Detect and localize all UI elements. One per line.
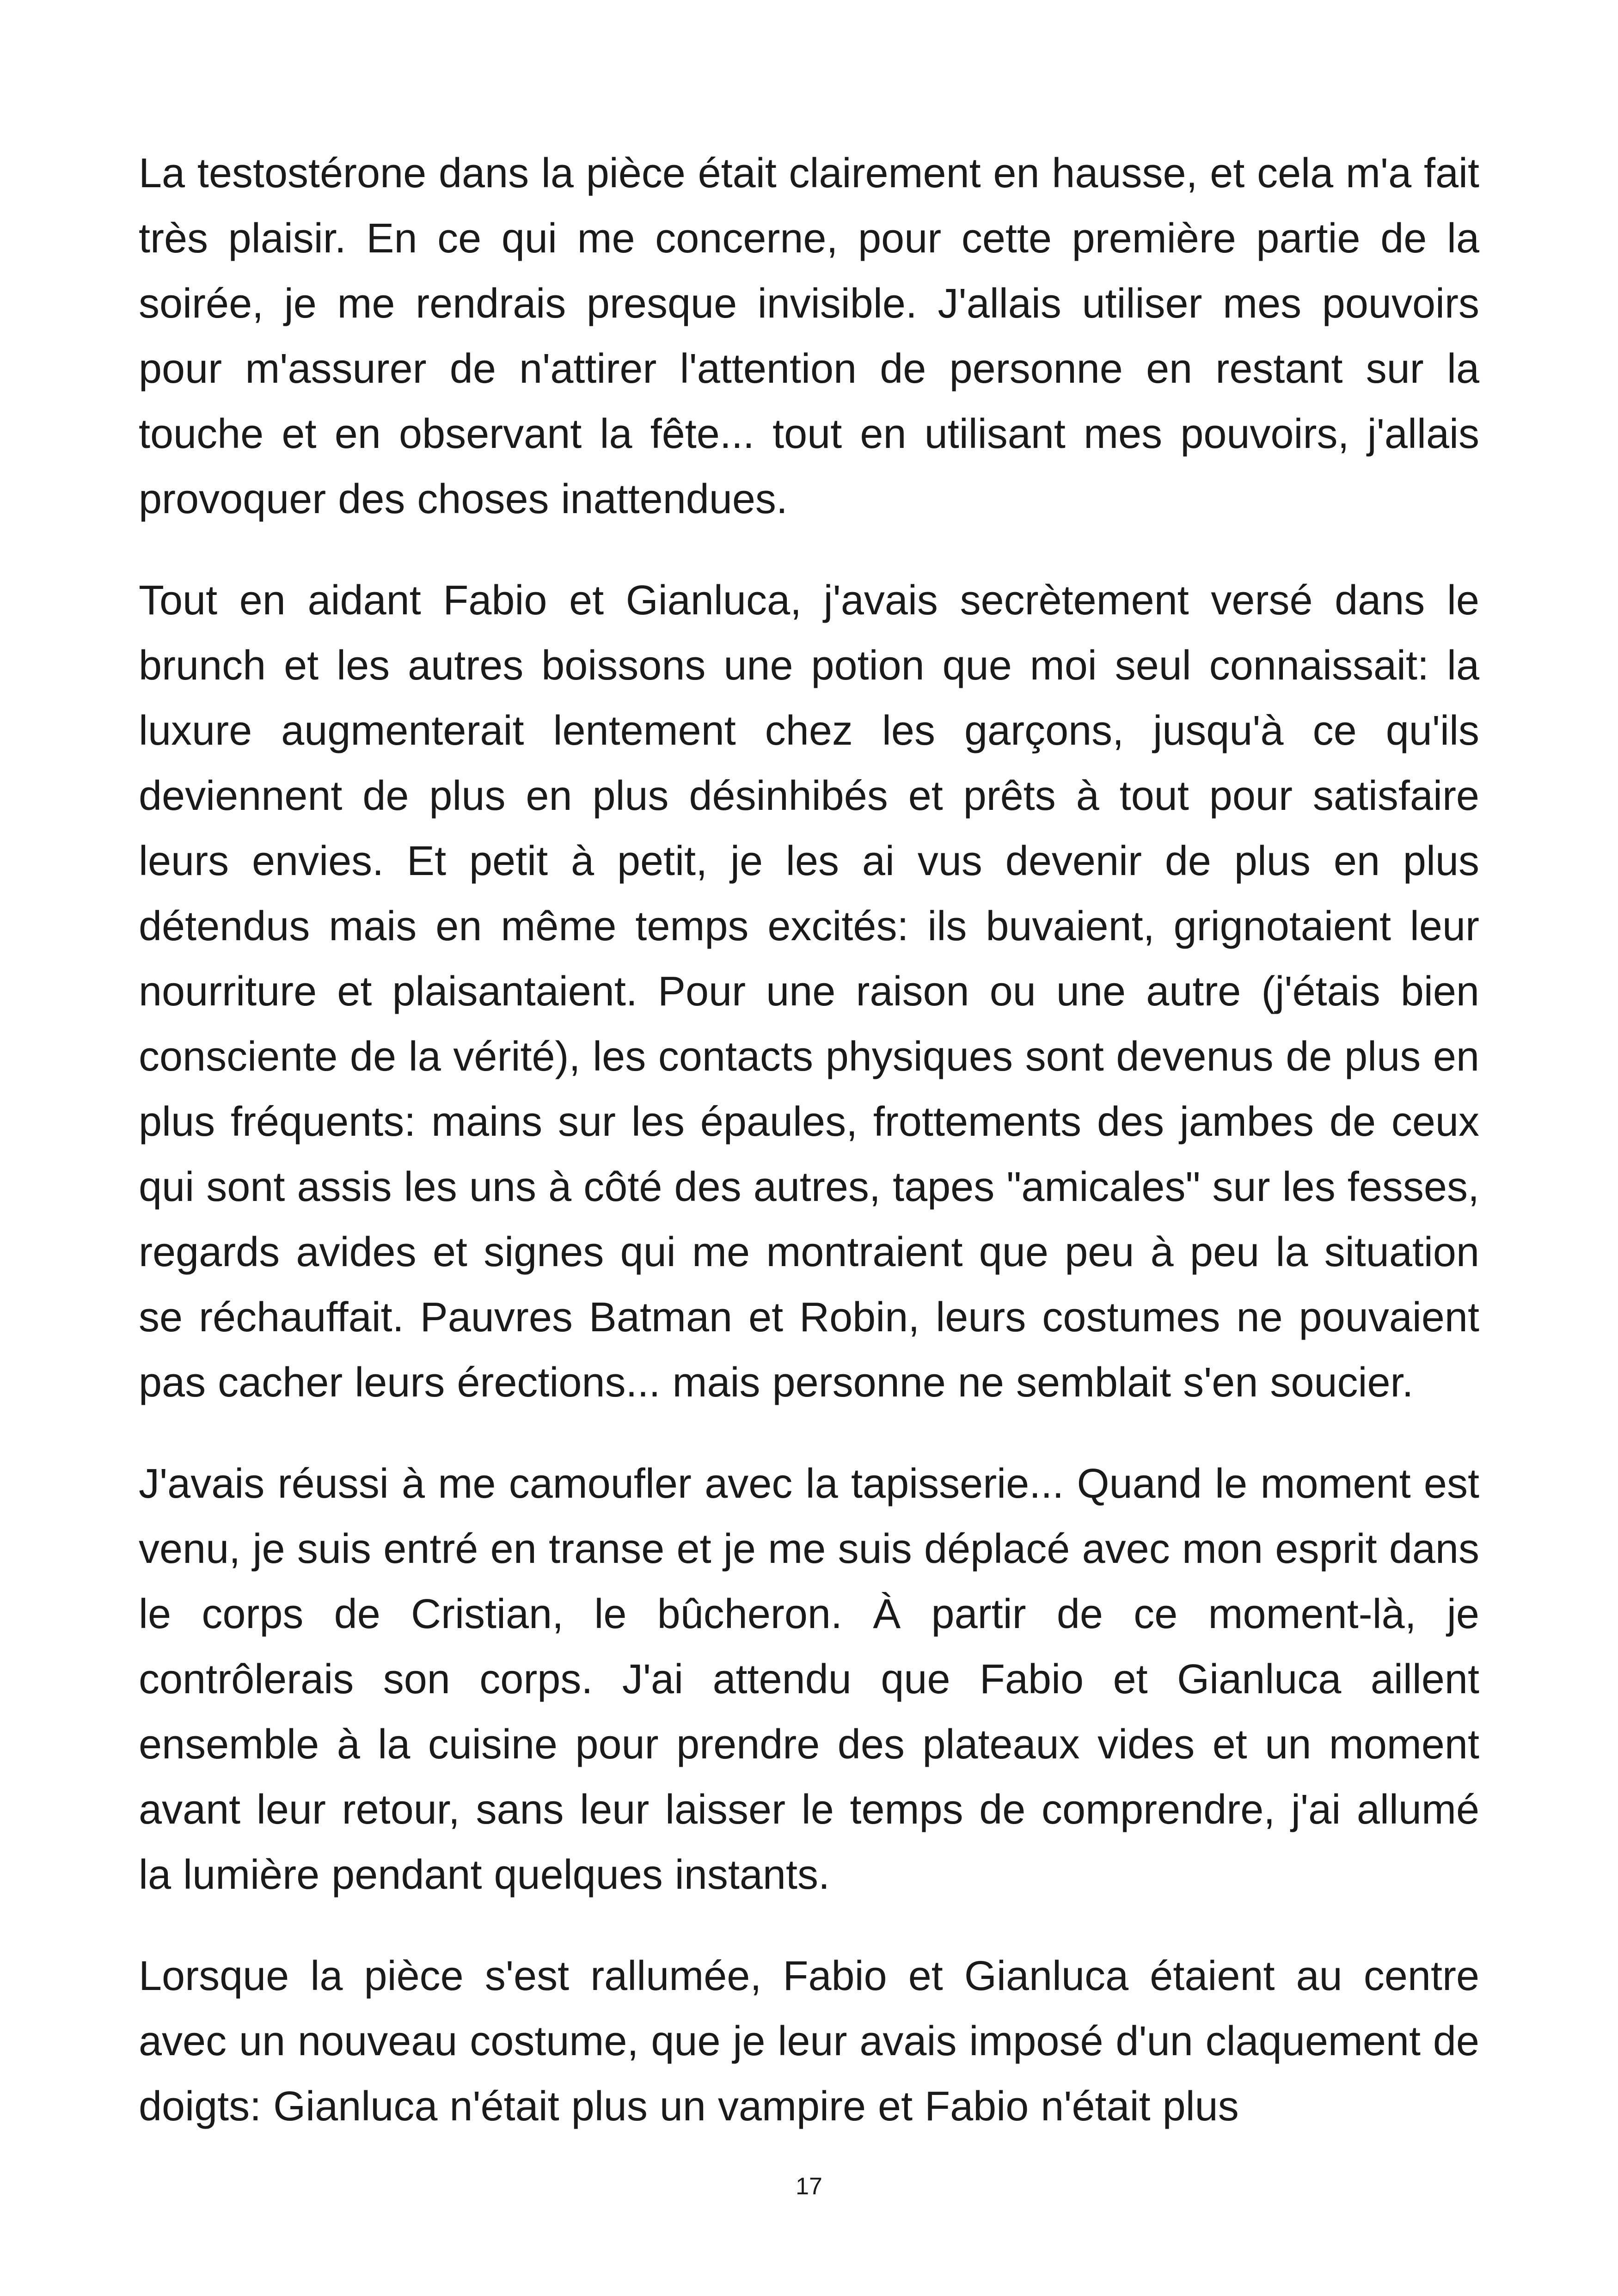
paragraph: Lorsque la pièce s'est rallumée, Fabio et Gianluca étaient au centre avec un nouveau costume, que je leur avais imposé d'un claquement de doigts: Gianluca n'était plus un vampire et Fabio n'était plus	[139, 1953, 1479, 2130]
page-number: 17	[796, 2173, 822, 2200]
paragraph: La testostérone dans la pièce était clairement en hausse, et cela m'a fait très plaisir. En ce qui me concerne, pour cette première partie de la soirée, je me rendrais presque invisible. J'allais utiliser mes pouvoirs pour m'assurer de n'attirer l'attention de personne en restant sur la touche et en observant la fête... tout en utilisant mes pouvoirs, j'allais provoquer des choses inattendues.	[139, 150, 1479, 522]
body-text	[139, 141, 1479, 2139]
paragraph: J'avais réussi à me camoufler avec la tapisserie... Quand le moment est venu, je suis entré en transe et je me suis déplacé avec mon esprit dans le corps de Cristian, le bûcheron. À partir de ce moment-là, je contrôlerais son corps. J'ai attendu que Fabio et Gianluca aillent ensemble à la cuisine pour prendre des plateaux vides et un moment avant leur retour, sans leur laisser le temps de comprendre, j'ai allumé la lumière pendant quelques instants.	[139, 1461, 1479, 1898]
paragraph: Tout en aidant Fabio et Gianluca, j'avais secrètement versé dans le brunch et les autres boissons une potion que moi seul connaissait: la luxure augmenterait lentement chez les garçons, jusqu'à ce qu'ils deviennent de plus en plus désinhibés et prêts à tout pour satisfaire leurs envies. Et petit à petit, je les ai vus devenir de plus en plus détendus mais en même temps excités: ils buvaient, grignotaient leur nourriture et plaisantaient. Pour une raison ou une autre (j'étais bien consciente de la vérité), les contacts physiques sont devenus de plus en plus fréquents: mains sur les épaules, frottements des jambes de ceux qui sont assis les uns à côté des autres, tapes "amicales" sur les fesses, regards avides et signes qui me montraient que peu à peu la situation se réchauffait. Pauvres Batman et Robin, leurs costumes ne pouvaient pas cacher leurs érections... mais personne ne semblait s'en soucier.	[139, 577, 1479, 1406]
